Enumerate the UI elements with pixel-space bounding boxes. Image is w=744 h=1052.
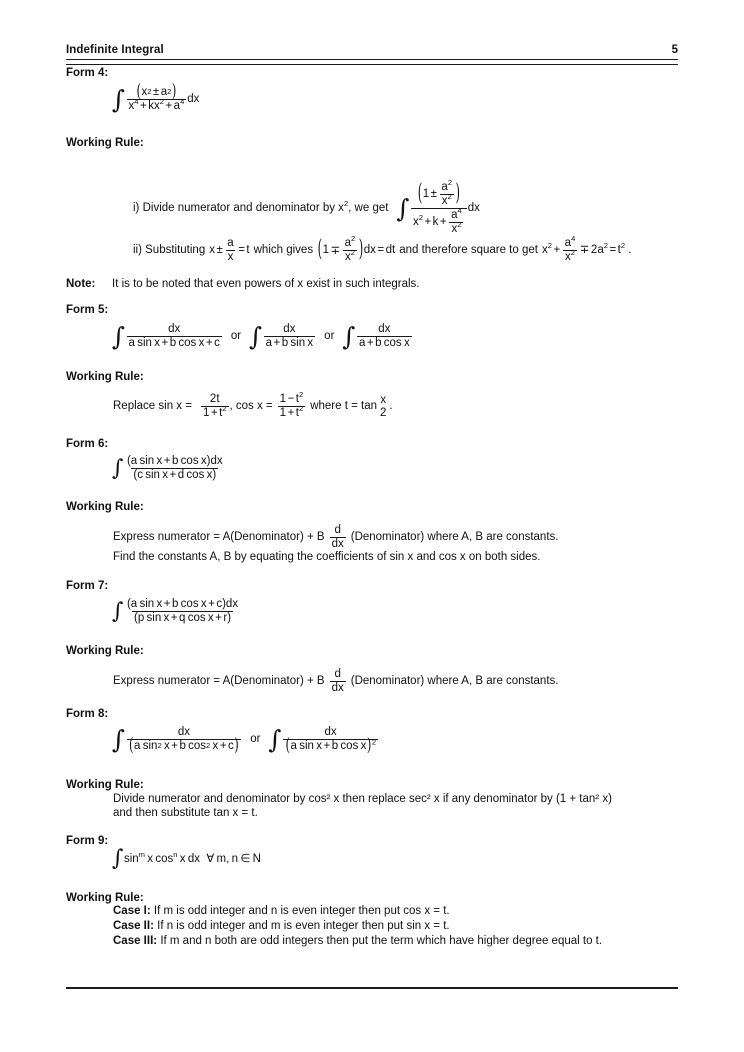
rule-text-3: where t = tan	[310, 400, 378, 412]
case-2-text: If n is odd integer and m is even integer then put sin x = t.	[157, 920, 450, 932]
paren-group: ( a sin 2 x + b cos 2 x + c )	[129, 733, 239, 756]
integral-sign-icon: ∫	[249, 322, 263, 352]
fraction	[411, 178, 467, 235]
derivative-operator	[330, 668, 346, 694]
paren-right-icon: )	[171, 79, 177, 102]
or-text: or	[230, 330, 242, 342]
rule-text-b: (Denominator) where A, B are constants.	[350, 675, 559, 687]
case-3-line	[113, 935, 602, 947]
case-1-line	[113, 905, 450, 917]
form-8-rule-line-2: and then substitute tan x = t.	[113, 807, 258, 819]
paren-group: ( x 2 ± a 2 )	[136, 79, 177, 102]
page-number: 5	[671, 44, 678, 56]
fraction	[125, 598, 240, 624]
paren-group: ( 1 ± $\frac{a^2}{x^2}$ )	[417, 181, 460, 207]
fraction-numerator: (a sin x + b cos x + c)dx	[126, 598, 239, 610]
form-6-rule-line-1	[113, 524, 558, 550]
fraction	[127, 323, 222, 349]
fraction-denominator: $1 + t^2$	[279, 404, 304, 419]
fraction-denominator: $1 + t^2$	[202, 404, 227, 419]
fraction	[283, 726, 378, 756]
fraction	[264, 323, 316, 349]
form-5-formula	[112, 322, 413, 352]
fraction-denominator: a sin x + b cos x + c	[128, 337, 220, 349]
derivative-operator	[330, 524, 346, 550]
integral-sign-icon: ∫	[396, 194, 410, 224]
case-1-text: If m is odd integer and n is even integer then put cos x = t.	[153, 905, 450, 917]
form-6-formula	[112, 455, 226, 481]
rule-ii-result: $x^2$ + $\frac{a^4}{x^2}$ ∓ $2a^2 = t^2$ .	[541, 234, 632, 263]
fraction-numerator: dx	[324, 726, 337, 738]
rule-ii-text-2: which gives	[253, 244, 314, 256]
fraction-denominator	[127, 733, 242, 756]
case-3-label: Case III:	[113, 935, 158, 947]
form-5-label: Form 5:	[66, 304, 109, 316]
header-title: Indefinite Integral	[66, 44, 164, 56]
fraction-nobar	[378, 394, 388, 419]
integral-sign-icon: ∫	[112, 725, 126, 755]
rule-ii-substitution: x ± $\frac{a}{x}$ = t	[209, 237, 250, 263]
working-rule-label-7: Working Rule:	[66, 645, 144, 657]
paren-group: ( 1 ∓ $\frac{a^2}{x^2}$ )	[317, 237, 364, 263]
form-9-label: Form 9:	[66, 835, 109, 847]
derivative-denominator: dx	[331, 538, 344, 550]
fraction-numerator: dx	[378, 323, 391, 335]
fraction-numerator: (a sin x + b cos x)dx	[126, 455, 223, 467]
fraction-numerator: $1 - t^2$	[279, 390, 304, 405]
integral-sign-icon: ∫	[112, 85, 126, 115]
form-4-rule-i	[133, 178, 480, 235]
paren-left-icon: (	[317, 234, 323, 263]
page-header	[66, 44, 678, 56]
form-4-formula	[112, 79, 200, 115]
form-8-formula	[112, 725, 379, 756]
form-4-label: Form 4:	[66, 67, 109, 79]
paren-left-icon: (	[136, 79, 141, 102]
case-2-label: Case II:	[113, 920, 154, 932]
working-rule-label-9: Working Rule:	[66, 892, 144, 904]
working-rule-label-4: Working Rule:	[66, 137, 144, 149]
paren-right-icon: )	[234, 733, 239, 756]
fraction-denominator: $x^2 + k$ + $\frac{a^4}{x^2}$	[411, 208, 467, 236]
fraction-numerator	[134, 79, 179, 102]
fraction	[278, 390, 306, 419]
paren-left-icon: (	[417, 178, 423, 207]
rule-text-a: Express numerator = A(Denominator) + B	[113, 675, 325, 687]
form-6-rule-line-2: Find the constants A, B by equating the coefficients of sin x and cos x on both sides.	[113, 551, 541, 563]
form-7-rule-line-1	[113, 668, 558, 694]
fraction-denominator: a + b sin x	[265, 337, 314, 349]
fraction-numerator: dx	[283, 323, 296, 335]
form-7-label: Form 7:	[66, 580, 109, 592]
fraction-denominator: ( a sin x + b cos x ) $^2$	[283, 739, 378, 753]
note-label: Note:	[66, 278, 96, 290]
rule-text-1: Replace sin x =	[113, 400, 192, 412]
integral-sign-icon: ∫	[342, 322, 356, 352]
header-divider	[66, 59, 678, 65]
integral-sign-icon: ∫	[112, 456, 124, 482]
paren-right-icon: )	[358, 234, 364, 263]
case-1-label: Case I:	[113, 905, 151, 917]
fraction-numerator	[415, 178, 462, 208]
paren-left-icon: (	[285, 733, 291, 756]
paren-right-icon: )	[455, 178, 461, 207]
form-4-rule-ii	[133, 234, 632, 263]
rule-ii-text-3: and therefore square to get	[399, 244, 538, 256]
fraction-numerator: dx	[168, 323, 181, 335]
fraction-denominator: 2	[380, 406, 387, 419]
integral-sign-icon: ∫	[112, 322, 126, 352]
or-text: or	[250, 733, 261, 746]
fraction-numerator: dx	[177, 726, 190, 738]
working-rule-label-5: Working Rule:	[66, 371, 144, 383]
form-5-rule	[113, 390, 393, 419]
form-9-formula	[112, 846, 261, 872]
rule-text-b: (Denominator) where A, B are constants.	[350, 531, 559, 543]
derivative-denominator: dx	[331, 682, 344, 694]
fraction	[125, 455, 225, 481]
fraction-denominator: a + b cos x	[358, 337, 410, 349]
working-rule-label-8: Working Rule:	[66, 779, 144, 791]
integral-sign-icon: ∫	[268, 725, 282, 755]
differential-dx: dx	[187, 93, 200, 106]
derivative-numerator: d	[334, 524, 341, 536]
rule-ii-differential: dx = dt	[363, 244, 396, 256]
case-2-line	[113, 920, 450, 932]
fraction-denominator: (c sin x + d cos x)	[133, 469, 217, 481]
fraction	[127, 79, 187, 113]
rule-text-4: .	[389, 400, 393, 412]
rule-text-a: Express numerator = A(Denominator) + B	[113, 531, 325, 543]
differential-dx: dx	[467, 202, 480, 214]
rule-ii-text-1: ii) Substituting	[133, 244, 206, 256]
form-6-label: Form 6:	[66, 438, 109, 450]
rule-text-2: , cos x =	[229, 400, 273, 412]
form-8-label: Form 8:	[66, 708, 109, 720]
fraction-numerator: 2t	[209, 393, 220, 405]
form-7-formula	[112, 598, 241, 624]
form-8-rule-line-1: Divide numerator and denominator by cos² x then replace sec² x if any denominator by (1 + tan² x)	[113, 793, 612, 805]
integral-sign-icon: ∫	[112, 599, 124, 625]
footer-divider	[66, 987, 678, 989]
fraction	[201, 393, 229, 419]
derivative-numerator: d	[334, 668, 341, 680]
note-text: It is to be noted that even powers of x exist in such integrals.	[112, 278, 420, 290]
paren-left-icon: (	[129, 733, 134, 756]
paren-right-icon: )	[366, 733, 372, 756]
fraction-denominator: $x^4 + kx^2 + a^4$	[128, 97, 185, 113]
rule-i-text: i) Divide numerator and denominator by $x^2$, we get	[133, 199, 389, 214]
fraction-denominator: (p sin x + q cos x + r)	[134, 612, 232, 624]
or-text: or	[324, 330, 335, 342]
working-rule-label-6: Working Rule:	[66, 501, 144, 513]
case-3-text: If m and n both are odd integers then put the term which have higher degree equal to t.	[160, 935, 603, 947]
fraction	[127, 726, 242, 756]
form-9-integrand: $\sin^m x$ $\cos^n x$ dx ∀ m, n ∈ N	[123, 850, 261, 865]
integral-sign-icon: ∫	[112, 846, 124, 872]
paren-group: ( a sin x + b cos x )	[285, 733, 372, 756]
fraction	[357, 323, 412, 349]
fraction-numerator: x	[380, 393, 387, 406]
